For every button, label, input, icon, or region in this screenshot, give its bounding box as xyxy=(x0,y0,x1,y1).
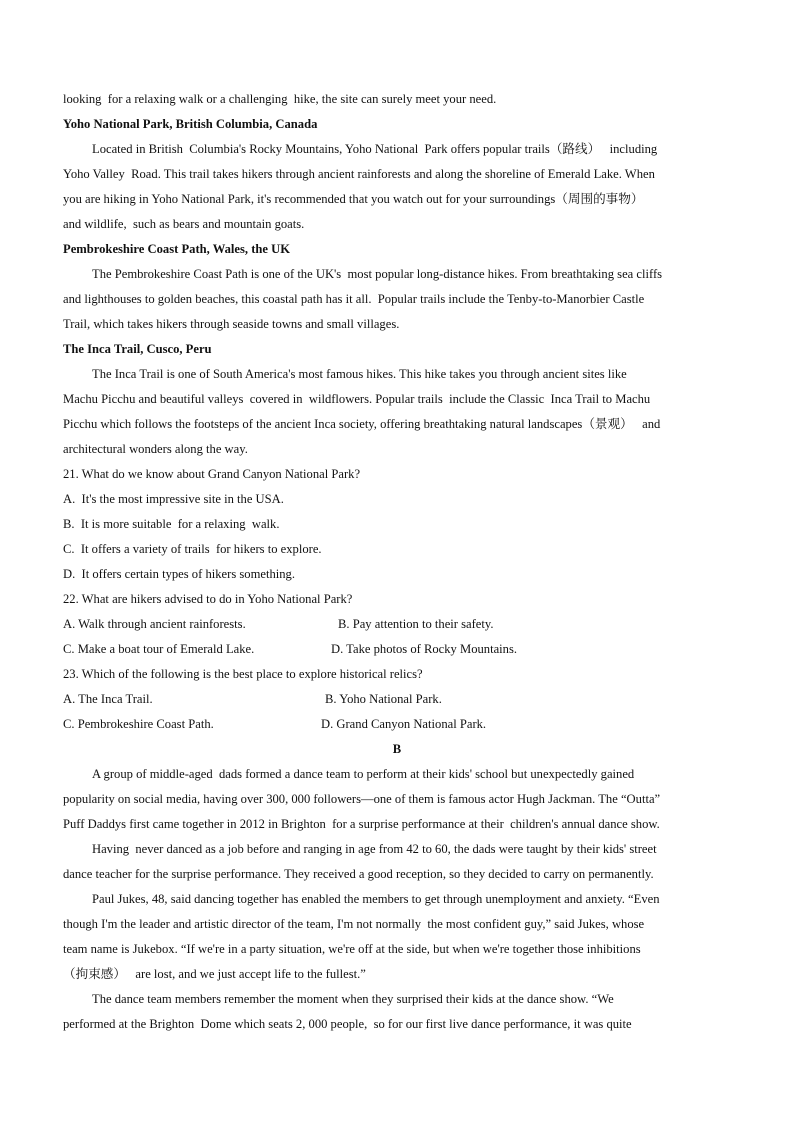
passage-b-line: dance teacher for the surprise performance. They received a good reception, so they decided to carry on permanently. xyxy=(63,867,654,881)
question-22-option-a: A. Walk through ancient rainforests. xyxy=(63,617,246,631)
question-22-options-row-1 xyxy=(63,612,731,637)
question-21-option-d: D. It offers certain types of hikers something. xyxy=(63,567,295,581)
passage-b-line: performed at the Brighton Dome which seats 2, 000 people, so for our first live dance performance, it was quite xyxy=(63,1017,632,1031)
section-line: Yoho Valley Road. This trail takes hikers through ancient rainforests and along the shoreline of Emerald Lake. When xyxy=(63,167,655,181)
passage-b-line: Having never danced as a job before and ranging in age from 42 to 60, the dads were taught by their kids' street xyxy=(92,842,657,856)
passage-a-intro-tail: looking for a relaxing walk or a challenging hike, the site can surely meet your need. xyxy=(63,92,497,106)
passage-b-label: B xyxy=(392,742,402,756)
section-line: Located in British Columbia's Rocky Mountains, Yoho National Park offers popular trails（路线） including xyxy=(92,142,658,156)
question-22-options-row-2 xyxy=(63,637,731,662)
passage-b-line: team name is Jukebox. “If we're in a party situation, we're off at the side, but when we're together those inhibitions xyxy=(63,942,641,956)
section-line: architectural wonders along the way. xyxy=(63,442,248,456)
section-line: you are hiking in Yoho National Park, it's recommended that you watch out for your surroundings（周围的事物） xyxy=(63,192,644,206)
section-heading-inca-trail: The Inca Trail, Cusco, Peru xyxy=(63,342,212,356)
question-stem-21: 21. What do we know about Grand Canyon National Park? xyxy=(63,467,361,481)
question-23-option-b: B. Yoho National Park. xyxy=(325,692,442,706)
question-22-option-d: D. Take photos of Rocky Mountains. xyxy=(331,642,518,656)
section-line: The Pembrokeshire Coast Path is one of the UK's most popular long-distance hikes. From breathtaking sea cliffs xyxy=(92,267,663,281)
passage-b-line: Puff Daddys first came together in 2012 in Brighton for a surprise performance at their children's annual dance show. xyxy=(63,817,660,831)
section-line: and wildlife, such as bears and mountain goats. xyxy=(63,217,305,231)
passage-b-line: （拘束感） are lost, and we just accept life to the fullest.” xyxy=(63,967,366,981)
question-stem-23: 23. Which of the following is the best place to explore historical relics? xyxy=(63,667,423,681)
question-23-options-row-1 xyxy=(63,687,731,712)
passage-b-line: popularity on social media, having over 300, 000 followers—one of them is famous actor Hugh Jackman. The “Outta” xyxy=(63,792,661,806)
section-line: and lighthouses to golden beaches, this coastal path has it all. Popular trails include the Tenby-to-Manorbier Castle xyxy=(63,292,645,306)
section-line: Trail, which takes hikers through seaside towns and small villages. xyxy=(63,317,400,331)
passage-b-line: though I'm the leader and artistic director of the team, I'm not normally the most confident guy,” said Jukes, whose xyxy=(63,917,645,931)
question-23-option-c: C. Pembrokeshire Coast Path. xyxy=(63,717,214,731)
section-heading-yoho: Yoho National Park, British Columbia, Canada xyxy=(63,117,318,131)
question-21-option-b: B. It is more suitable for a relaxing walk. xyxy=(63,517,280,531)
question-21-option-c: C. It offers a variety of trails for hikers to explore. xyxy=(63,542,322,556)
question-stem-22: 22. What are hikers advised to do in Yoho National Park? xyxy=(63,592,353,606)
question-22-option-c: C. Make a boat tour of Emerald Lake. xyxy=(63,642,255,656)
question-22-option-b: B. Pay attention to their safety. xyxy=(338,617,494,631)
passage-b-line: The dance team members remember the moment when they surprised their kids at the dance show. “We xyxy=(92,992,614,1006)
section-line: Machu Picchu and beautiful valleys covered in wildflowers. Popular trails include the Classic Inca Trail to Machu xyxy=(63,392,651,406)
passage-b-line: Paul Jukes, 48, said dancing together has enabled the members to get through unemployment and anxiety. “Even xyxy=(92,892,660,906)
document-page xyxy=(63,87,731,1037)
section-line: The Inca Trail is one of South America's most famous hikes. This hike takes you through ancient sites like xyxy=(92,367,627,381)
section-heading-pembrokeshire: Pembrokeshire Coast Path, Wales, the UK xyxy=(63,242,291,256)
passage-b-line: A group of middle-aged dads formed a dance team to perform at their kids' school but unexpectedly gained xyxy=(92,767,635,781)
section-line: Picchu which follows the footsteps of the ancient Inca society, offering breathtaking natural landscapes（景观） and xyxy=(63,417,661,431)
question-23-options-row-2 xyxy=(63,712,731,737)
question-23-option-a: A. The Inca Trail. xyxy=(63,692,153,706)
question-23-option-d: D. Grand Canyon National Park. xyxy=(321,717,487,731)
question-21-option-a: A. It's the most impressive site in the USA. xyxy=(63,492,284,506)
